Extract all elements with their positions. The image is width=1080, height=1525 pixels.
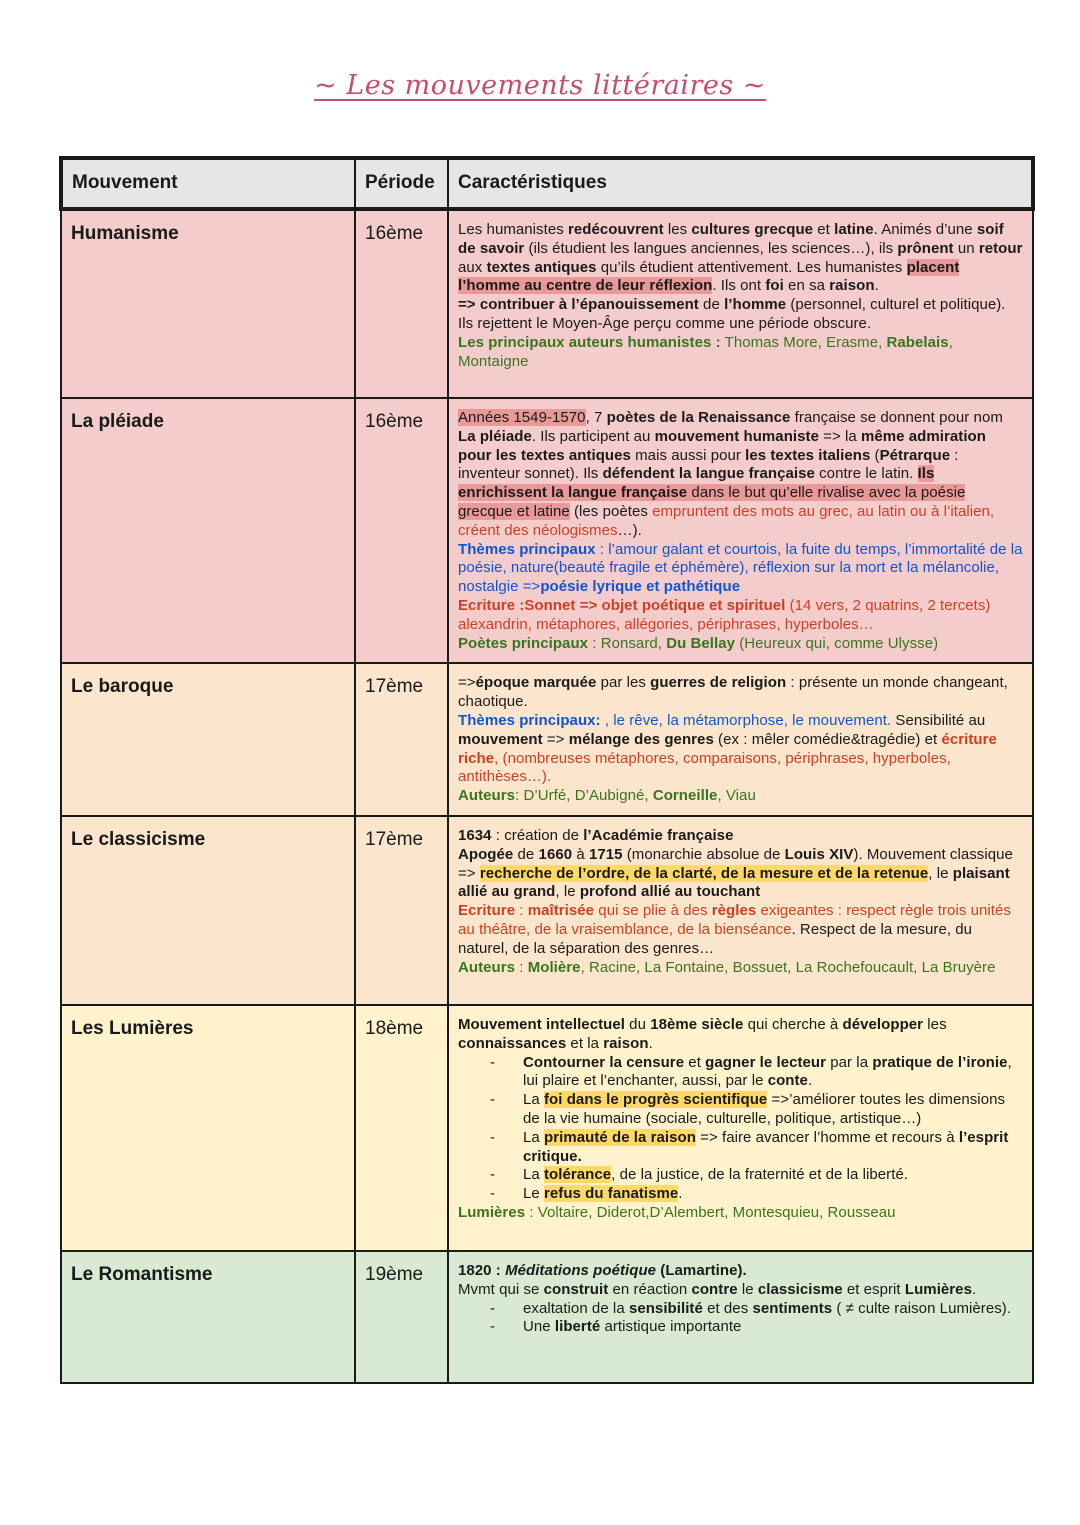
movements-table	[59, 156, 1035, 1384]
list-item: - La tolérance, de la justice, de la fraternité et de la liberté.	[490, 1166, 909, 1184]
movement-period: 18ème	[355, 1005, 448, 1251]
movement-characteristics: Années 1549-1570, 7 poètes de la Renaissance française se donnent pour nom La pléiade. Ils participent au mouvement humaniste => la même admiration pour les textes antiques mais aussi pour les textes italiens (Pétrarque : inventeur sonnet). Ils défendent la langue française contre le latin. Ils enrichissent la langue française dans le but qu’elle rivalise avec la poésie grecque et latine (les poètes empruntent des mots au grec, au latin ou à l’italien, créent des néologismes…). Thèmes principaux : l’amour galant et courtois, la fuite du temps, l’immortalité de la poésie, nature(beauté fragile et éphémère), réflexion sur la mort et la mélancolie, nostalgie =>poésie lyrique et pathétique Ecriture :Sonnet => objet poétique et spirituel (14 vers, 2 quatrins, 2 tercets) alexandrin, métaphores, allégories, périphrases, hyperboles… Poètes principaux : Ronsard, Du Bellay (Heureux qui, comme Ulysse)	[448, 398, 1033, 663]
list-item: - La foi dans le progrès scientifique =>’améliorer toutes les dimensions de la vie humaine (sociale, culturelle, politique, artistique…)	[490, 1091, 1006, 1127]
movement-period: 16ème	[355, 209, 448, 398]
movement-name: Le baroque	[61, 663, 355, 816]
movement-name: Humanisme	[61, 209, 355, 398]
list-item: - exaltation de la sensibilité et des sentiments ( ≠ culte raison Lumières).	[490, 1299, 1012, 1317]
page-title: ~ Les mouvements littéraires ~	[314, 70, 766, 101]
list-item: - Contourner la censure et gagner le lecteur par la pratique de l’ironie, lui plaire et l’enchanter, aussi, par le conte.	[490, 1053, 1012, 1090]
movement-period: 17ème	[355, 663, 448, 816]
table-header-row	[61, 158, 1033, 209]
movement-period: 19ème	[355, 1251, 448, 1383]
movement-name: La pléiade	[61, 398, 355, 663]
list-item: - Une liberté artistique importante	[490, 1318, 742, 1336]
table-row	[61, 209, 1033, 398]
movement-name: Les Lumières	[61, 1005, 355, 1251]
header-periode: Période	[355, 158, 448, 209]
movement-characteristics: Mouvement intellectuel du 18ème siècle qui cherche à développer les connaissances et la raison. - Contourner la censure et gagner le lecteur par la pratique de l’ironie, lui plaire et l’enchanter, aussi, par le conte. - La foi dans le progrès scientifique =>’améliorer toutes les dimensions de la vie humaine (sociale, culturelle, politique, artistique…) - La primauté de la raison => faire avancer l’homme et recours à l’esprit critique. - La tolérance, de la justice, de la fraternité et de la liberté. - Le refus du fanatisme. Lumières : Voltaire, Diderot,D’Alembert, Montesquieu, Rousseau	[448, 1005, 1033, 1251]
table-row	[61, 663, 1033, 816]
movement-period: 16ème	[355, 398, 448, 663]
movement-name: Le classicisme	[61, 816, 355, 1005]
table-row	[61, 398, 1033, 663]
movement-characteristics: 1634 : création de l’Académie française Apogée de 1660 à 1715 (monarchie absolue de Louis XIV). Mouvement classique => recherche de l’ordre, de la clarté, de la mesure et de la retenue, le plaisant allié au grand, le profond allié au touchant Ecriture : maîtrisée qui se plie à des règles exigeantes : respect règle trois unités au théâtre, de la vraisemblance, de la bienséance. Respect de la mesure, du naturel, de la séparation des genres… Auteurs : Molière, Racine, La Fontaine, Bossuet, La Rochefoucault, La Bruyère	[448, 816, 1033, 1005]
header-mouvement: Mouvement	[61, 158, 355, 209]
header-caracteristiques: Caractéristiques	[448, 158, 1033, 209]
movement-name: Le Romantisme	[61, 1251, 355, 1383]
list-item: - Le refus du fanatisme.	[490, 1185, 683, 1203]
movement-period: 17ème	[355, 816, 448, 1005]
table-row	[61, 1005, 1033, 1251]
table-row	[61, 1251, 1033, 1383]
table-row	[61, 816, 1033, 1005]
movement-characteristics: Les humanistes redécouvrent les cultures grecque et latine. Animés d’une soif de savoir (ils étudient les langues anciennes, les sciences…), ils prônent un retour aux textes antiques qu’ils étudient attentivement. Les humanistes placent l’homme au centre de leur réflexion. Ils ont foi en sa raison. => contribuer à l’épanouissement de l’homme (personnel, culturel et politique). Ils rejettent le Moyen-Âge perçu comme une période obscure. Les principaux auteurs humanistes : Thomas More, Erasme, Rabelais, Montaigne	[448, 209, 1033, 398]
movement-characteristics: =>époque marquée par les guerres de religion : présente un monde changeant, chaotique. Thèmes principaux: , le rêve, la métamorphose, le mouvement. Sensibilité au mouvement => mélange des genres (ex : mêler comédie&tragédie) et écriture riche, (nombreuses métaphores, comparaisons, périphrases, hyperboles, antithèses…). Auteurs: D’Urfé, D’Aubigné, Corneille, Viau	[448, 663, 1033, 816]
list-item: - La primauté de la raison => faire avancer l’homme et recours à l’esprit critique.	[490, 1128, 1009, 1165]
movement-characteristics: 1820 : Méditations poétique (Lamartine). Mvmt qui se construit en réaction contre le classicisme et esprit Lumières. - exaltation de la sensibilité et des sentiments ( ≠ culte raison Lumières). - Une liberté artistique importante	[448, 1251, 1033, 1383]
